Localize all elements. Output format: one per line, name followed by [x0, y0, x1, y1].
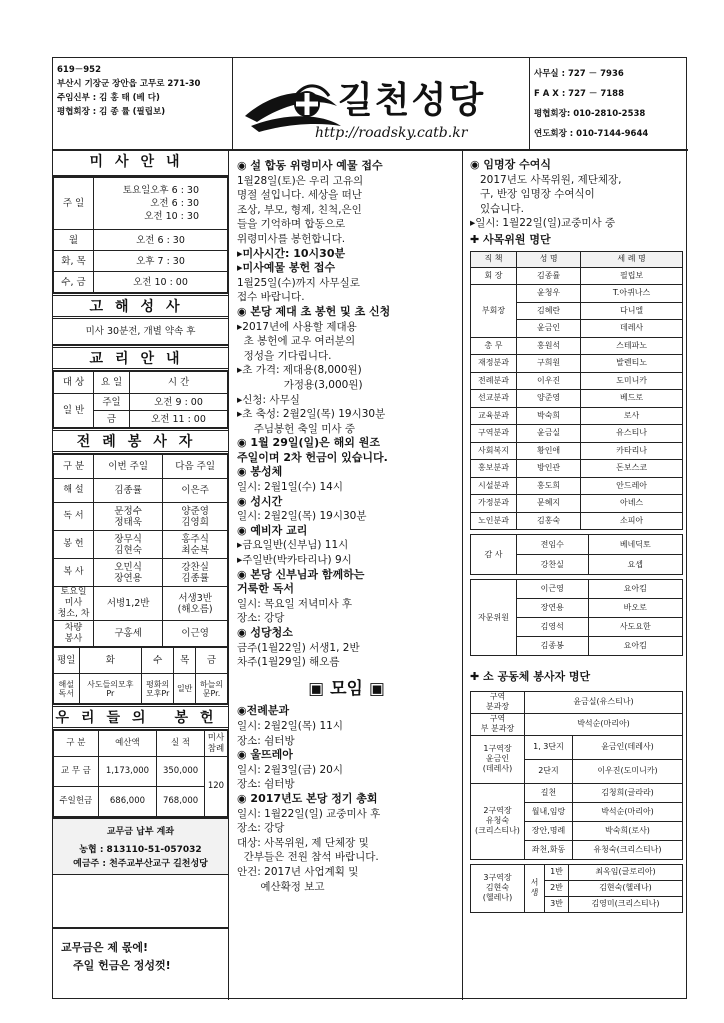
notice-text: 주님봉헌 축일 미사 중	[237, 422, 355, 435]
confession-text: 미사 30분전, 개별 약속 후	[53, 319, 228, 345]
role-label: 구역 분과장	[471, 691, 525, 713]
mass-time: 오후 7 : 30	[94, 251, 228, 272]
role-label: 해 설	[54, 479, 94, 503]
baptismal-name: 베드로	[581, 390, 683, 408]
catechism-group: 일 반	[54, 394, 94, 428]
baptismal-name: 유스티나	[581, 425, 683, 443]
catechism-table	[53, 371, 228, 428]
meeting-text: 일시: 2월3일(금) 20시	[237, 763, 343, 776]
mass-day: 월	[54, 230, 94, 251]
member-name: 양준영	[517, 390, 581, 408]
meeting-heading: ◉전례분과	[237, 704, 290, 718]
league-phone: 연도회장 : 010-7144-9644	[534, 129, 649, 139]
role-label: 총 무	[471, 337, 517, 355]
role-label: 토요일 미사 청소, 차	[54, 587, 94, 621]
col-header: 이번 주일	[94, 455, 163, 479]
district-area: 월내,임랑	[525, 802, 573, 821]
district-leader: 3구역장 김현숙 (헬레나)	[471, 864, 525, 912]
member-name: 홍원석	[517, 337, 581, 355]
offering-value: 120	[204, 757, 227, 817]
meeting-text: 장소: 강당	[237, 822, 285, 835]
offering-value: 686,000	[98, 787, 156, 817]
confession-title: 고해성사	[53, 293, 228, 319]
header	[53, 58, 688, 151]
notice-text: 차주(1월29일) 해오름	[237, 656, 340, 669]
member-name: 박석순(마리아)	[525, 713, 683, 735]
meeting-text: 일시: 2월2일(목) 11시	[237, 719, 343, 732]
baptismal-name: 사도요한	[588, 618, 682, 637]
notice-detail: ▸미사예물 봉헌 접수	[237, 261, 336, 275]
role-label: 부회장	[471, 285, 517, 338]
district-area: 2반	[545, 880, 569, 896]
baptismal-name: 요셉	[588, 555, 682, 575]
appointment-text: 구, 반장 임명장 수여식이	[480, 188, 595, 201]
offering-title: 우리들의 봉헌	[53, 704, 228, 730]
district-leader: 2구역장 유청숙 (크리스티나)	[471, 783, 525, 859]
role-label: 구역 부 분과장	[471, 713, 525, 735]
baptismal-name: 도미니카	[581, 372, 683, 390]
church-url[interactable]: http://roadsky.catb.kr	[315, 125, 468, 141]
col-header: 요 일	[94, 372, 130, 394]
notice-text: 들을 기억하며 합동으로	[237, 218, 346, 231]
district-area: 좌천,화동	[525, 840, 573, 859]
notice-heading: 주일이며 2차 헌금이 있습니다.	[237, 450, 388, 464]
left-column	[53, 151, 229, 1000]
notice-text: 일시: 2월2일(목) 19시30분	[237, 510, 367, 523]
council-list-title: ✚ 사목위원 명단	[470, 232, 551, 246]
server-name: 오민식 장연용	[94, 559, 163, 587]
member-name: 김홍숙	[517, 512, 581, 530]
col-header: 구 분	[54, 455, 94, 479]
baptismal-name: 카타리나	[581, 442, 683, 460]
baptismal-name: 요아킴	[588, 637, 682, 656]
weekday-table	[53, 647, 228, 704]
notice-line: 교무금은 제 몫에!	[61, 941, 149, 954]
notice-text: ▸주일반(박카타리나) 9시	[237, 554, 352, 567]
district-area: 1, 3단지	[525, 735, 573, 759]
role-label: 봉 헌	[54, 531, 94, 559]
baptismal-name: 바오로	[588, 599, 682, 618]
role-label: 가정분과	[471, 495, 517, 513]
notice-text: 가정용(3,000원)	[237, 378, 363, 391]
role-label: 복 사	[54, 559, 94, 587]
member-name: 유청숙(크리스티나)	[573, 840, 683, 859]
notice-text: 일시: 목요일 저녁미사 후	[237, 597, 352, 610]
meeting-heading: ◉ 2017년도 본당 정기 총회	[237, 791, 378, 805]
notice-text: ▸신청: 사무실	[237, 393, 300, 406]
col-header: 목	[174, 648, 196, 674]
member-name: 구희원	[517, 355, 581, 373]
member-name: 김현숙(헬레나)	[569, 880, 683, 896]
role-label: 차량 봉사	[54, 621, 94, 647]
mass-time: 오전 6 : 30	[94, 230, 228, 251]
district-area: 길천	[525, 783, 573, 802]
catechism-time: 오전 9 : 00	[130, 394, 228, 411]
notice-heading: ◉ 예비자 교리	[237, 523, 308, 537]
baptismal-name: 데레사	[581, 320, 683, 338]
district-area: 1반	[545, 864, 569, 880]
server-name: 김종률	[94, 479, 163, 503]
mass-time: 토요일오후 6 : 30	[122, 185, 199, 196]
baptismal-name: 로사	[581, 407, 683, 425]
weekday-group: 하늘의 문Pr.	[196, 674, 228, 704]
address-box	[53, 58, 233, 151]
member-name: 윤금실(유스티나)	[525, 691, 683, 713]
notice-text: 장소: 강당	[237, 612, 285, 625]
server-name: 문정수 정태욱	[94, 503, 163, 531]
role-label: 재정분과	[471, 355, 517, 373]
meeting-text: 장소: 쉼터방	[237, 734, 295, 747]
contact-box	[529, 58, 688, 151]
notice-heading: ◉ 성당청소	[237, 626, 293, 639]
member-name: 김영석	[517, 618, 589, 637]
mass-title: 미사안내	[53, 151, 228, 177]
bulletin-page	[52, 57, 687, 999]
member-name: 김종봉	[517, 637, 589, 656]
notice-text: 정성을 기다립니다.	[237, 349, 332, 362]
member-name: 박숙희	[517, 407, 581, 425]
notice-heading: ◉ 봉성체	[237, 465, 283, 479]
offering-value: 768,000	[157, 787, 205, 817]
weekday-group: 일반	[174, 674, 196, 704]
district-area: 장안,명례	[525, 821, 573, 840]
meetings-title: ▣ 모임 ▣	[308, 678, 385, 699]
baptismal-name: T.아퀴나스	[581, 285, 683, 303]
meeting-text: 대상: 사목위원, 제 단체장 및	[237, 836, 369, 849]
role-label: 사회복지	[471, 442, 517, 460]
role-label: 회 장	[471, 267, 517, 285]
col-header: 직 책	[471, 251, 517, 267]
offering-label: 주일헌금	[54, 787, 99, 817]
member-name: 이우진	[517, 372, 581, 390]
server-name: 양준영 김영희	[163, 503, 228, 531]
mass-day: 화, 목	[54, 251, 94, 272]
baptismal-name: 베네딕토	[588, 535, 682, 555]
col-header: 세 례 명	[581, 251, 683, 267]
server-name: 구홍세	[94, 621, 163, 647]
role-label: 노인분과	[471, 512, 517, 530]
member-name: 윤금인	[517, 320, 581, 338]
notice-text: 1월28일(토)은 우리 고유의	[237, 174, 364, 187]
council-phone: 평협회장: 010-2810-2538	[534, 109, 646, 119]
member-name: 강찬실	[517, 555, 589, 575]
weekday-group: 해설 독서	[54, 674, 80, 704]
server-name: 서생3반 (해오름)	[163, 587, 228, 621]
col-header: 금	[196, 648, 228, 674]
mass-day: 주 일	[54, 178, 94, 230]
pastor-name: 주임신부 : 김 홍 태 (베 다)	[57, 93, 160, 103]
church-name: 길천성당	[338, 80, 486, 121]
server-name: 장무식 김현숙	[94, 531, 163, 559]
meeting-text: 예산확정 보고	[237, 880, 325, 893]
notice-text: 일시: 2월1일(수) 14시	[237, 481, 343, 494]
notice-heading: ◉ 본당 신부님과 함께하는	[237, 567, 365, 581]
member-name: 최옥임(글로리아)	[569, 864, 683, 880]
server-name: 서병1,2반	[94, 587, 163, 621]
community-title: ✚ 소 공동체 봉사자 명단	[470, 670, 591, 684]
baptismal-name: 요아킴	[588, 580, 682, 599]
appointment-text: 2017년도 사목위원, 제단체장,	[480, 173, 622, 186]
member-name: 윤청우	[517, 285, 581, 303]
notice-text: 위령미사를 봉헌합니다.	[237, 232, 346, 245]
col-header: 다음 주일	[163, 455, 228, 479]
meeting-text: 장소: 쉼터방	[237, 778, 295, 791]
member-name: 윤금실	[517, 425, 581, 443]
server-name: 이은주	[163, 479, 228, 503]
offering-value: 350,000	[157, 757, 205, 787]
member-name: 이근영	[517, 580, 589, 599]
catechism-time: 오전 11 : 00	[130, 411, 228, 428]
church-address: 부산시 기장군 장안읍 고무로 271-30	[57, 79, 201, 89]
account-title: 교무금 납부 계좌	[106, 827, 175, 837]
notice-text: 금주(1월22일) 서생1, 2반	[237, 641, 360, 654]
offering-table	[53, 730, 228, 817]
notice-detail: ▸미사시간: 10시30분	[237, 246, 346, 260]
advisor-table	[470, 579, 683, 656]
member-name: 황인애	[517, 442, 581, 460]
baptismal-name: 소피아	[581, 512, 683, 530]
council-table	[470, 251, 683, 531]
notice-text: 접수 바랍니다.	[237, 291, 305, 304]
liturgy-table	[53, 454, 228, 647]
notice-text: ▸초 축성: 2월2일(목) 19시30분	[237, 408, 386, 421]
account-holder: 예금주 : 천주교부산교구 길천성당	[73, 859, 208, 869]
role-label: 구역분과	[471, 425, 517, 443]
baptismal-name: 스테파노	[581, 337, 683, 355]
col-header: 예산액	[98, 731, 156, 757]
appointment-text: ▸일시: 1월22일(일)교중미사 중	[470, 217, 616, 230]
district-leader: 1구역장 윤금인 (데레사)	[471, 735, 525, 783]
notice-heading: ◉ 1월 29일(일)은 해외 원조	[237, 436, 380, 450]
member-name: 방인관	[517, 460, 581, 478]
catechism-day: 주일	[94, 394, 130, 411]
role-label: 감 사	[471, 535, 517, 575]
member-name: 장연용	[517, 599, 589, 618]
baptismal-name: 안드레아	[581, 477, 683, 495]
member-name: 김영미(크리스티나)	[569, 896, 683, 912]
right-column	[463, 151, 688, 1000]
col-header: 구 분	[54, 731, 99, 757]
baptismal-name: 아녜스	[581, 495, 683, 513]
mass-day: 수, 금	[54, 272, 94, 293]
meeting-text: 간부들은 전원 참석 바랍니다.	[237, 851, 379, 864]
baptismal-name: 필립보	[581, 267, 683, 285]
fax-number: F A X : 727 － 7188	[534, 89, 624, 99]
notice-text: ▸초 가격: 제대용(8,000원)	[237, 364, 362, 377]
role-label: 교육분과	[471, 407, 517, 425]
notice-heading: 거룩한 독서	[237, 582, 294, 596]
notice-line: 주일 헌금은 정성껏!	[73, 959, 171, 972]
col-header: 수	[142, 648, 174, 674]
col-header: 실 적	[157, 731, 205, 757]
notice-heading: ◉ 본당 제대 초 봉헌 및 초 신청	[237, 304, 391, 318]
council-president: 평협회장 : 김 종 률 (필립보)	[57, 107, 166, 117]
member-name: 박숙희(로사)	[573, 821, 683, 840]
weekday-group: 사도들의모후 Pr	[79, 674, 142, 704]
notice-text: 명절 설입니다. 세상을 떠난	[237, 189, 362, 202]
col-header: 시 간	[130, 372, 228, 394]
notice-text: 1월25일(수)까지 사무실로	[237, 276, 360, 289]
member-name: 전임수	[517, 535, 589, 555]
catechism-day: 금	[94, 411, 130, 428]
liturgy-title: 전례봉사자	[53, 428, 228, 454]
meeting-text: 일시: 1월22일(일) 교중미사 후	[237, 807, 381, 820]
mass-time: 오전 6 : 30	[150, 198, 199, 209]
member-name: 김종률	[517, 267, 581, 285]
role-label: 독 서	[54, 503, 94, 531]
account-number: 농협 : 813110-51-057032	[79, 845, 202, 855]
account-box	[53, 817, 228, 875]
member-name: 김청희(글라라)	[573, 783, 683, 802]
office-phone: 사무실 : 727 － 7936	[534, 69, 624, 79]
community-table-3	[470, 864, 683, 913]
mass-time: 오전 10 : 30	[144, 211, 199, 222]
member-name: 박석순(마리아)	[573, 802, 683, 821]
notice-text: 초 봉헌에 교우 여러분의	[237, 335, 356, 348]
role-label: 선교분과	[471, 390, 517, 408]
server-name: 이근영	[163, 621, 228, 647]
col-header: 화	[79, 648, 142, 674]
district-area: 3반	[545, 896, 569, 912]
baptismal-name: 돈보스코	[581, 460, 683, 478]
weekday-group: 평화의 모후Pr	[142, 674, 174, 704]
col-header: 평일	[54, 648, 80, 674]
baptismal-name: 다니엘	[581, 302, 683, 320]
member-name: 윤금인(데레사)	[573, 735, 683, 759]
member-name: 김혜란	[517, 302, 581, 320]
meeting-heading: ◉ 울뜨레아	[237, 748, 293, 762]
audit-table	[470, 534, 683, 575]
member-name: 문혜지	[517, 495, 581, 513]
district-area: 2단지	[525, 759, 573, 783]
role-label: 전례분과	[471, 372, 517, 390]
col-header: 성 명	[517, 251, 581, 267]
member-name: 홍도희	[517, 477, 581, 495]
appointment-text: 있습니다.	[480, 202, 524, 215]
appointment-heading: ◉ 임명장 수여식	[470, 158, 552, 171]
mass-table	[53, 177, 228, 293]
meeting-text: 안건: 2017년 사업계획 및	[237, 865, 359, 878]
col-header: 대 상	[54, 372, 94, 394]
mass-time: 오전 10 : 00	[94, 272, 228, 293]
role-label: 홍보분과	[471, 460, 517, 478]
server-name: 강찬실 김종률	[163, 559, 228, 587]
notice-text: 조상, 부모, 형제, 친척,은인	[237, 203, 362, 216]
notice-text: ▸2017년에 사용할 제대용	[237, 320, 357, 333]
offering-value: 1,173,000	[98, 757, 156, 787]
notice-heading: ◉ 설 합동 위령미사 예물 접수	[237, 159, 383, 172]
district-area: 서 생	[525, 864, 545, 912]
role-label: 시설분과	[471, 477, 517, 495]
role-label: 자문위원	[471, 580, 517, 656]
server-name: 홍주식 최순복	[163, 531, 228, 559]
community-table	[470, 691, 683, 860]
notice-heading: ◉ 성시간	[237, 494, 283, 508]
col-header: 미사 참례	[204, 731, 227, 757]
middle-column	[229, 151, 463, 1000]
notice-text: ▸금요일반(신부님) 11시	[237, 539, 349, 552]
zip-code: 619－952	[57, 65, 101, 75]
offering-label: 교 무 금	[54, 757, 99, 787]
catechism-title: 교리안내	[53, 345, 228, 371]
baptismal-name: 발렌티노	[581, 355, 683, 373]
offering-notice	[53, 927, 228, 1000]
member-name: 이우진(도미니카)	[573, 759, 683, 783]
